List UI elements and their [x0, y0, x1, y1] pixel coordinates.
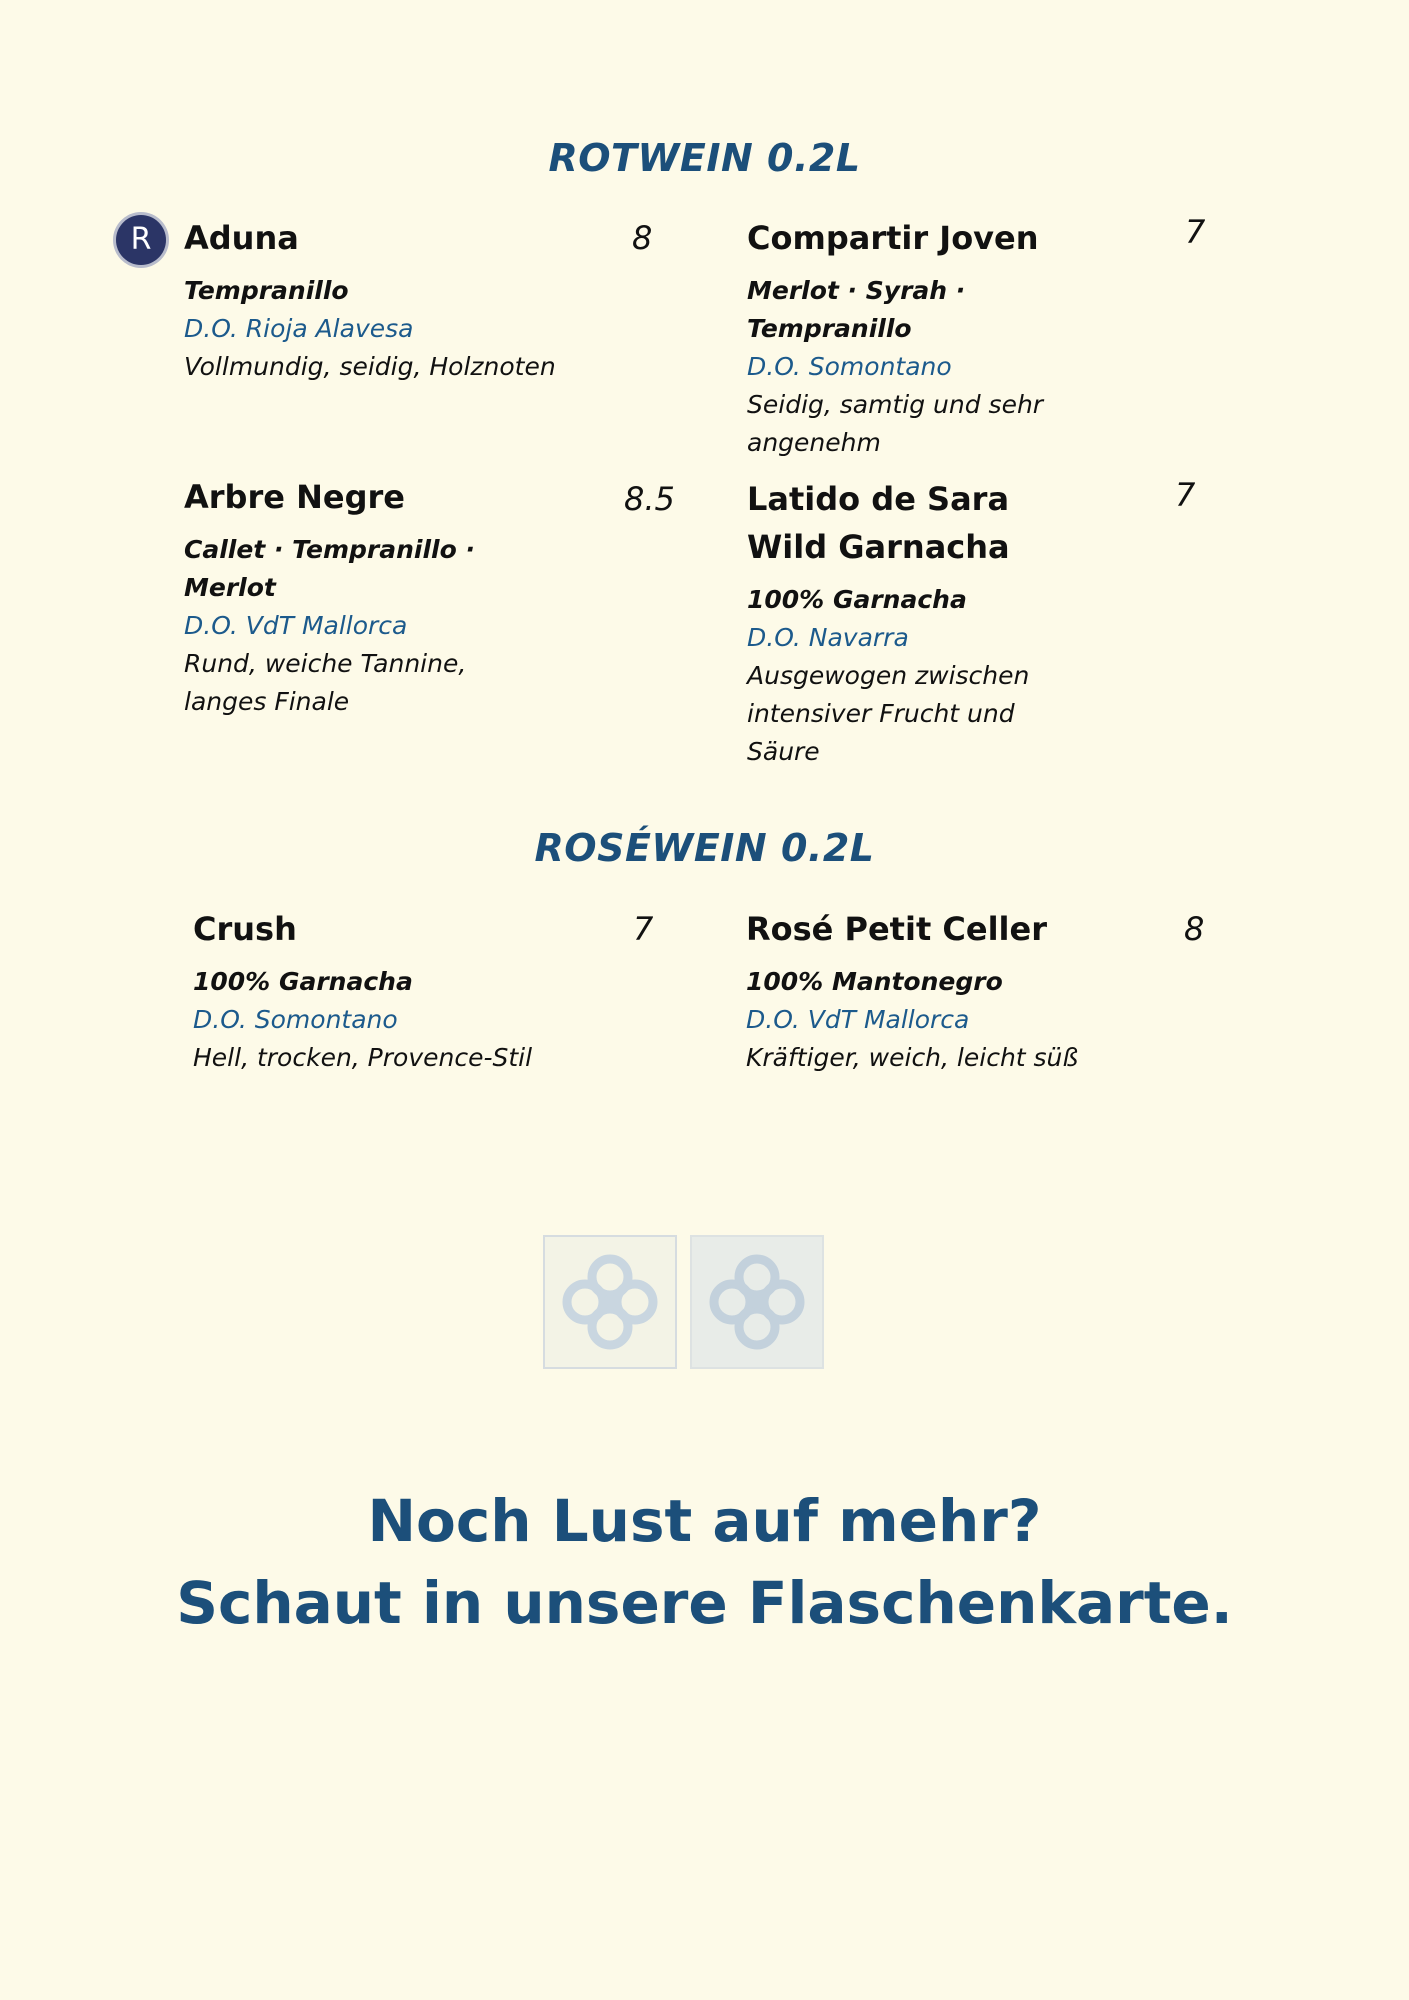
- wine-item-aduna: [184, 214, 664, 386]
- wine-description: Ausgewogen zwischen intensiver Frucht und Säure: [747, 661, 1030, 766]
- restaurant-badge-icon: R: [116, 215, 166, 265]
- wine-item-rose-petit-celler: [746, 905, 1205, 1077]
- wine-description: Vollmundig, seidig, Holznoten: [184, 352, 556, 381]
- closing-line-2: Schaut in unsere Flaschenkarte.: [176, 1569, 1233, 1637]
- wine-price: 8: [1184, 910, 1205, 948]
- wine-origin: D.O. Somontano: [747, 352, 952, 381]
- wine-price: 8: [632, 219, 653, 257]
- tile-pattern-icon: [543, 1235, 677, 1369]
- wine-price: 8.5: [624, 480, 675, 518]
- wine-description: Rund, weiche Tannine, langes Finale: [184, 649, 467, 716]
- wine-price: 7: [1185, 213, 1206, 251]
- wine-item-compartir-joven: [747, 213, 1206, 462]
- wine-item-crush: [193, 905, 654, 1077]
- wine-name: Compartir Joven: [747, 219, 1039, 257]
- wine-price: 7: [1175, 476, 1196, 514]
- wine-origin: D.O. VdT Mallorca: [746, 1005, 970, 1034]
- wine-origin: D.O. Rioja Alavesa: [184, 314, 414, 343]
- wine-description: Hell, trocken, Provence-Stil: [193, 1043, 533, 1072]
- wine-grapes: Tempranillo: [184, 276, 349, 305]
- wine-item-latido-de-sara: [747, 475, 1196, 771]
- wine-grapes: 100% Mantonegro: [746, 967, 1003, 996]
- wine-grapes: 100% Garnacha: [747, 585, 967, 614]
- wine-name: Crush: [193, 910, 297, 948]
- wine-name: Rosé Petit Celler: [746, 910, 1047, 948]
- closing-line-1: Noch Lust auf mehr?: [367, 1487, 1042, 1555]
- wine-origin: D.O. Somontano: [193, 1005, 398, 1034]
- wine-grapes: Callet · Tempranillo · Merlot: [184, 535, 475, 602]
- wine-price: 7: [633, 910, 654, 948]
- wine-grapes: Merlot · Syrah · Tempranillo: [747, 276, 966, 343]
- wine-description: Seidig, samtig und sehr angenehm: [747, 390, 1044, 457]
- wine-name: Aduna: [184, 219, 299, 257]
- wine-item-arbre-negre: [184, 473, 675, 721]
- wine-origin: D.O. Navarra: [747, 623, 909, 652]
- tile-pattern-icon: [690, 1235, 824, 1369]
- section-title-rose-wine: ROSÉWEIN 0.2L: [534, 826, 875, 870]
- wine-name: Arbre Negre: [184, 478, 405, 516]
- wine-description: Kräftiger, weich, leicht süß: [746, 1043, 1079, 1072]
- wine-grapes: 100% Garnacha: [193, 967, 413, 996]
- wine-origin: D.O. VdT Mallorca: [184, 611, 408, 640]
- wine-name: Latido de Sara Wild Garnacha: [747, 480, 1010, 566]
- section-title-red-wine: ROTWEIN 0.2L: [548, 136, 861, 180]
